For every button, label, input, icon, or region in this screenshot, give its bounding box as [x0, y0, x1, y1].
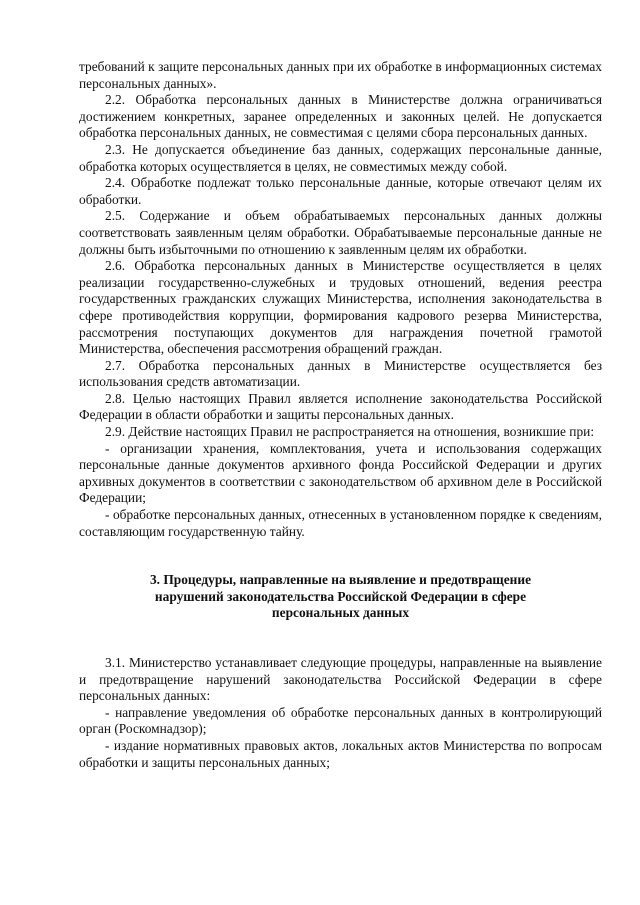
- list-item-regulations: - издание нормативных правовых актов, локальных актов Министерства по вопросам обработки и защиты персональных данных;: [79, 737, 602, 770]
- section-heading-line-1: 3. Процедуры, направленные на выявление и предотвращение: [149, 572, 532, 588]
- paragraph-2-2: 2.2. Обработка персональных данных в Министерстве должна ограничиваться достижением конкретных, заранее определенных и законных целей. Не допускается обработка персональных данных, не совместимая с целями сбора персональных данных.: [79, 92, 602, 141]
- paragraph-3-1: 3.1. Министерство устанавливает следующие процедуры, направленные на выявление и предотвращение нарушений законодательства Российской Федерации в сфере персональных данных:: [79, 655, 602, 704]
- paragraph-2-9: 2.9. Действие настоящих Правил не распространяется на отношения, возникшие при:: [105, 424, 595, 440]
- section-heading-line-2: нарушений законодательства Российской Федерации в сфере: [154, 588, 527, 604]
- paragraph-2-5: 2.5. Содержание и объем обрабатываемых персональных данных должны соответствовать заявленным целям обработки. Обрабатываемые персональные данные не должны быть избыточными по отношению к заявленным целям их обработки.: [79, 208, 602, 257]
- list-item-state-secret: - обработке персональных данных, отнесенных в установленном порядке к сведениям, составляющим государственную тайну.: [79, 507, 602, 539]
- paragraph-2-6: 2.6. Обработка персональных данных в Министерстве осуществляется в целях реализации государственно-служебных и трудовых отношений, ведения реестра государственных гражданских служащих Министерства, исполнения законодательства в сфере противодействия коррупции, формирования кадрового резерва Министерства, рассмотрения поступающих документов для награждения почетной грамотой Министерства, обеспечения рассмотрения обращений граждан.: [79, 258, 602, 357]
- section-heading: [79, 572, 602, 622]
- paragraphs-bottom: [79, 655, 602, 771]
- list-item-archive: - организации хранения, комплектования, учета и использования содержащих персональные данные документов архивного фонда Российской Федерации и других архивных документов в соответствии с законодательством об архивном деле в Российской Федерации;: [79, 440, 602, 506]
- paragraphs-top: [79, 59, 602, 540]
- list-item-notification: - направление уведомления об обработке персональных данных в контролирующий орган (Роскомнадзор);: [79, 704, 602, 737]
- paragraph-2-3: 2.3. Не допускается объединение баз данных, содержащих персональные данные, обработка которых осуществляется в целях, не совместимых между собой.: [79, 141, 602, 174]
- section-heading-line-3: персональных данных: [271, 605, 410, 621]
- paragraph-2-8: 2.8. Целью настоящих Правил является исполнение законодательства Российской Федерации в области обработки и защиты персональных данных.: [79, 390, 602, 423]
- paragraph-continuation: требований к защите персональных данных при их обработке в информационных системах персональных данных».: [79, 59, 602, 91]
- paragraph-2-7: 2.7. Обработка персональных данных в Министерстве осуществляется без использования средств автоматизации.: [79, 357, 602, 390]
- paragraph-2-4: 2.4. Обработке подлежат только персональные данные, которые отвечают целям их обработки.: [79, 175, 602, 207]
